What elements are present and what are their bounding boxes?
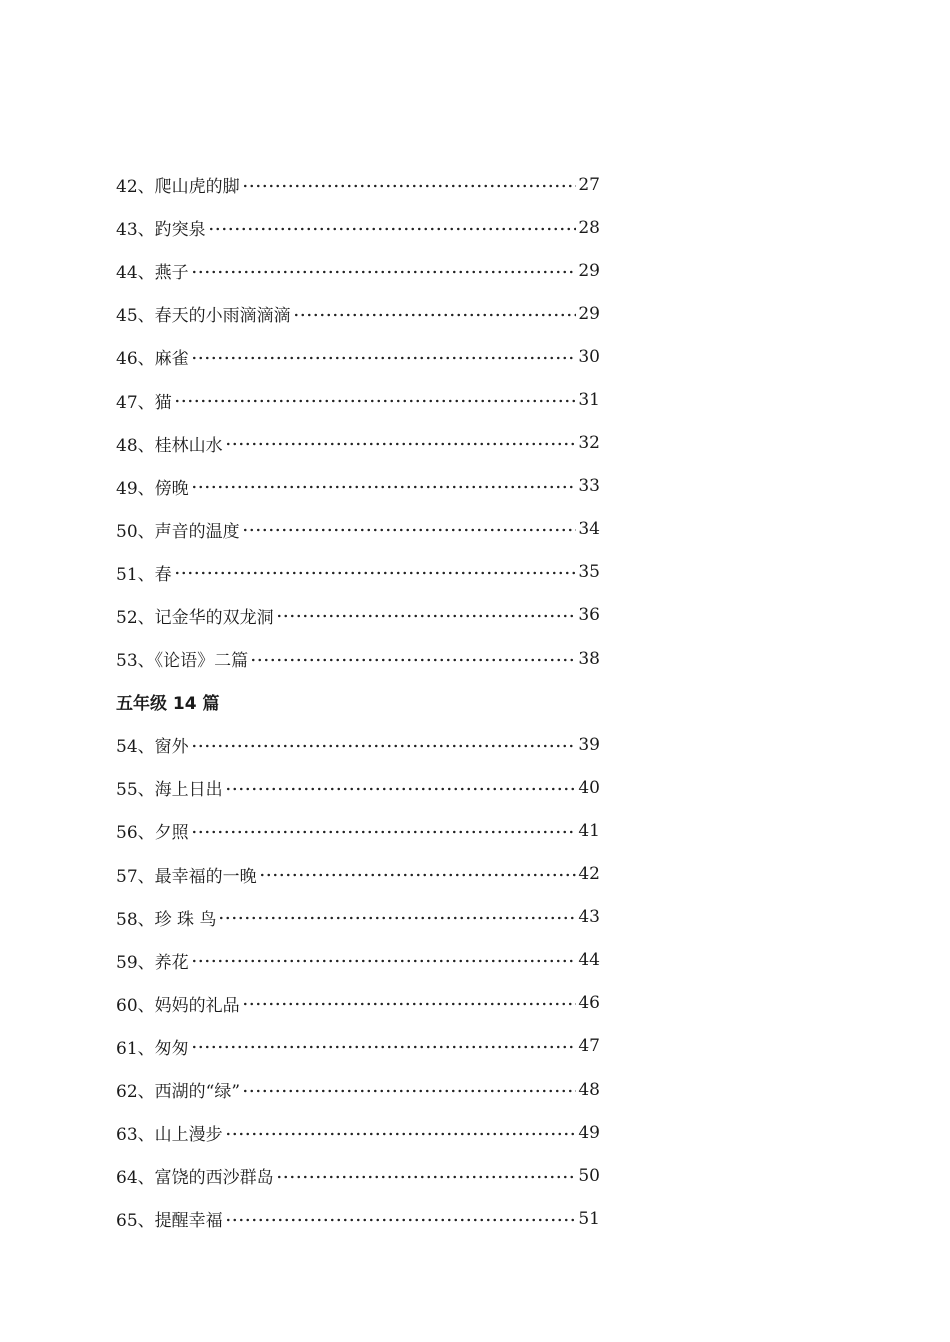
dot-leader [242, 1089, 576, 1093]
toc-entry-title: 60、妈妈的礼品 [116, 995, 240, 1016]
toc-entry-page: 49 [578, 1122, 600, 1143]
dot-leader [242, 184, 577, 188]
toc-entry[interactable] [116, 1154, 600, 1197]
dot-leader [218, 916, 576, 920]
toc-entry-page: 41 [578, 820, 600, 841]
toc-entry[interactable] [116, 594, 600, 637]
toc-entry[interactable] [116, 1111, 600, 1154]
toc-entry-page: 28 [578, 217, 600, 238]
toc-entry[interactable] [116, 1197, 600, 1240]
toc-entry-title: 61、匆匆 [116, 1038, 189, 1059]
dot-leader [191, 744, 577, 748]
toc-entry-page: 44 [578, 950, 600, 971]
dot-leader [225, 787, 577, 791]
toc-entry-page: 51 [578, 1208, 600, 1229]
toc-entry[interactable] [116, 637, 600, 680]
dot-leader [174, 571, 577, 575]
toc-entry[interactable] [116, 723, 600, 766]
dot-leader [242, 1002, 577, 1006]
toc-entry[interactable] [116, 853, 600, 896]
toc-entry-title: 44、燕子 [116, 263, 189, 284]
toc-entry-page: 34 [578, 519, 600, 540]
toc-entry[interactable] [116, 163, 600, 206]
dot-leader [293, 313, 577, 317]
toc-entry-title: 56、夕照 [116, 823, 189, 844]
toc-entry[interactable] [116, 1068, 600, 1111]
table-of-contents [116, 163, 600, 1240]
section-heading: 五年级 14 篇 [116, 694, 220, 715]
toc-entry-page: 50 [578, 1165, 600, 1186]
toc-entry-title: 48、桂林山水 [116, 435, 223, 456]
toc-entry-title: 53、《论语》二篇 [116, 651, 249, 672]
toc-entry-page: 30 [578, 346, 600, 367]
toc-entry[interactable] [116, 292, 600, 335]
toc-entry-title: 59、养花 [116, 952, 189, 973]
toc-entry-title: 49、傍晚 [116, 478, 189, 499]
toc-entry-title: 62、西湖的“绿” [116, 1082, 241, 1103]
toc-entry-title: 47、猫 [116, 392, 172, 413]
toc-entry[interactable] [116, 809, 600, 852]
dot-leader [276, 1175, 577, 1179]
toc-entry-page: 36 [578, 605, 600, 626]
toc-entry-page: 46 [578, 993, 600, 1014]
toc-entry-page: 47 [578, 1036, 600, 1057]
toc-entry[interactable] [116, 249, 600, 292]
toc-entry[interactable] [116, 551, 600, 594]
toc-entry-page: 42 [578, 864, 600, 885]
toc-entry[interactable] [116, 422, 600, 465]
toc-entry-page: 32 [578, 433, 600, 454]
toc-entry-page: 29 [578, 303, 600, 324]
dot-leader [191, 485, 577, 489]
toc-entry[interactable] [116, 1025, 600, 1068]
toc-entry-page: 31 [578, 390, 600, 411]
toc-entry-title: 54、窗外 [116, 737, 189, 758]
toc-entry[interactable] [116, 508, 600, 551]
dot-leader [225, 1218, 577, 1222]
toc-entry-title: 42、爬山虎的脚 [116, 177, 240, 198]
toc-entry-page: 48 [578, 1079, 600, 1100]
toc-entry-title: 57、最幸福的一晚 [116, 866, 257, 887]
dot-leader [276, 614, 577, 618]
toc-entry-page: 29 [578, 260, 600, 281]
dot-leader [242, 528, 577, 532]
toc-entry-title: 55、海上日出 [116, 780, 223, 801]
toc-entry-page: 40 [578, 777, 600, 798]
dot-leader [191, 830, 577, 834]
toc-entry[interactable] [116, 939, 600, 982]
toc-entry-page: 43 [578, 907, 600, 928]
toc-entry[interactable] [116, 378, 600, 421]
toc-entry-page: 35 [578, 562, 600, 583]
dot-leader [208, 227, 577, 231]
toc-entry-page: 27 [578, 174, 600, 195]
toc-entry-page: 39 [578, 734, 600, 755]
dot-leader [191, 356, 577, 360]
toc-entry-title: 51、春 [116, 564, 172, 585]
toc-entry[interactable] [116, 335, 600, 378]
dot-leader [225, 442, 577, 446]
toc-entry-title: 63、山上漫步 [116, 1125, 223, 1146]
dot-leader [191, 959, 577, 963]
toc-entry[interactable] [116, 465, 600, 508]
toc-entry[interactable] [116, 206, 600, 249]
toc-entry-title: 50、声音的温度 [116, 521, 240, 542]
dot-leader [191, 270, 577, 274]
dot-leader [174, 399, 577, 403]
dot-leader [250, 658, 576, 662]
toc-entry-title: 64、富饶的西沙群岛 [116, 1168, 274, 1189]
toc-entry-title: 52、记金华的双龙洞 [116, 607, 274, 628]
toc-entry-title: 45、春天的小雨滴滴滴 [116, 306, 291, 327]
dot-leader [259, 873, 577, 877]
toc-entry[interactable] [116, 766, 600, 809]
toc-entry-page: 38 [578, 648, 600, 669]
toc-entry-title: 58、珍 珠 鸟 [116, 909, 217, 930]
toc-entry-title: 65、提醒幸福 [116, 1211, 223, 1232]
toc-entry-title: 43、趵突泉 [116, 220, 206, 241]
toc-entry[interactable] [116, 896, 600, 939]
dot-leader [191, 1045, 577, 1049]
dot-leader [225, 1132, 577, 1136]
toc-entry-title: 46、麻雀 [116, 349, 189, 370]
toc-entry[interactable] [116, 982, 600, 1025]
toc-entry-page: 33 [578, 476, 600, 497]
